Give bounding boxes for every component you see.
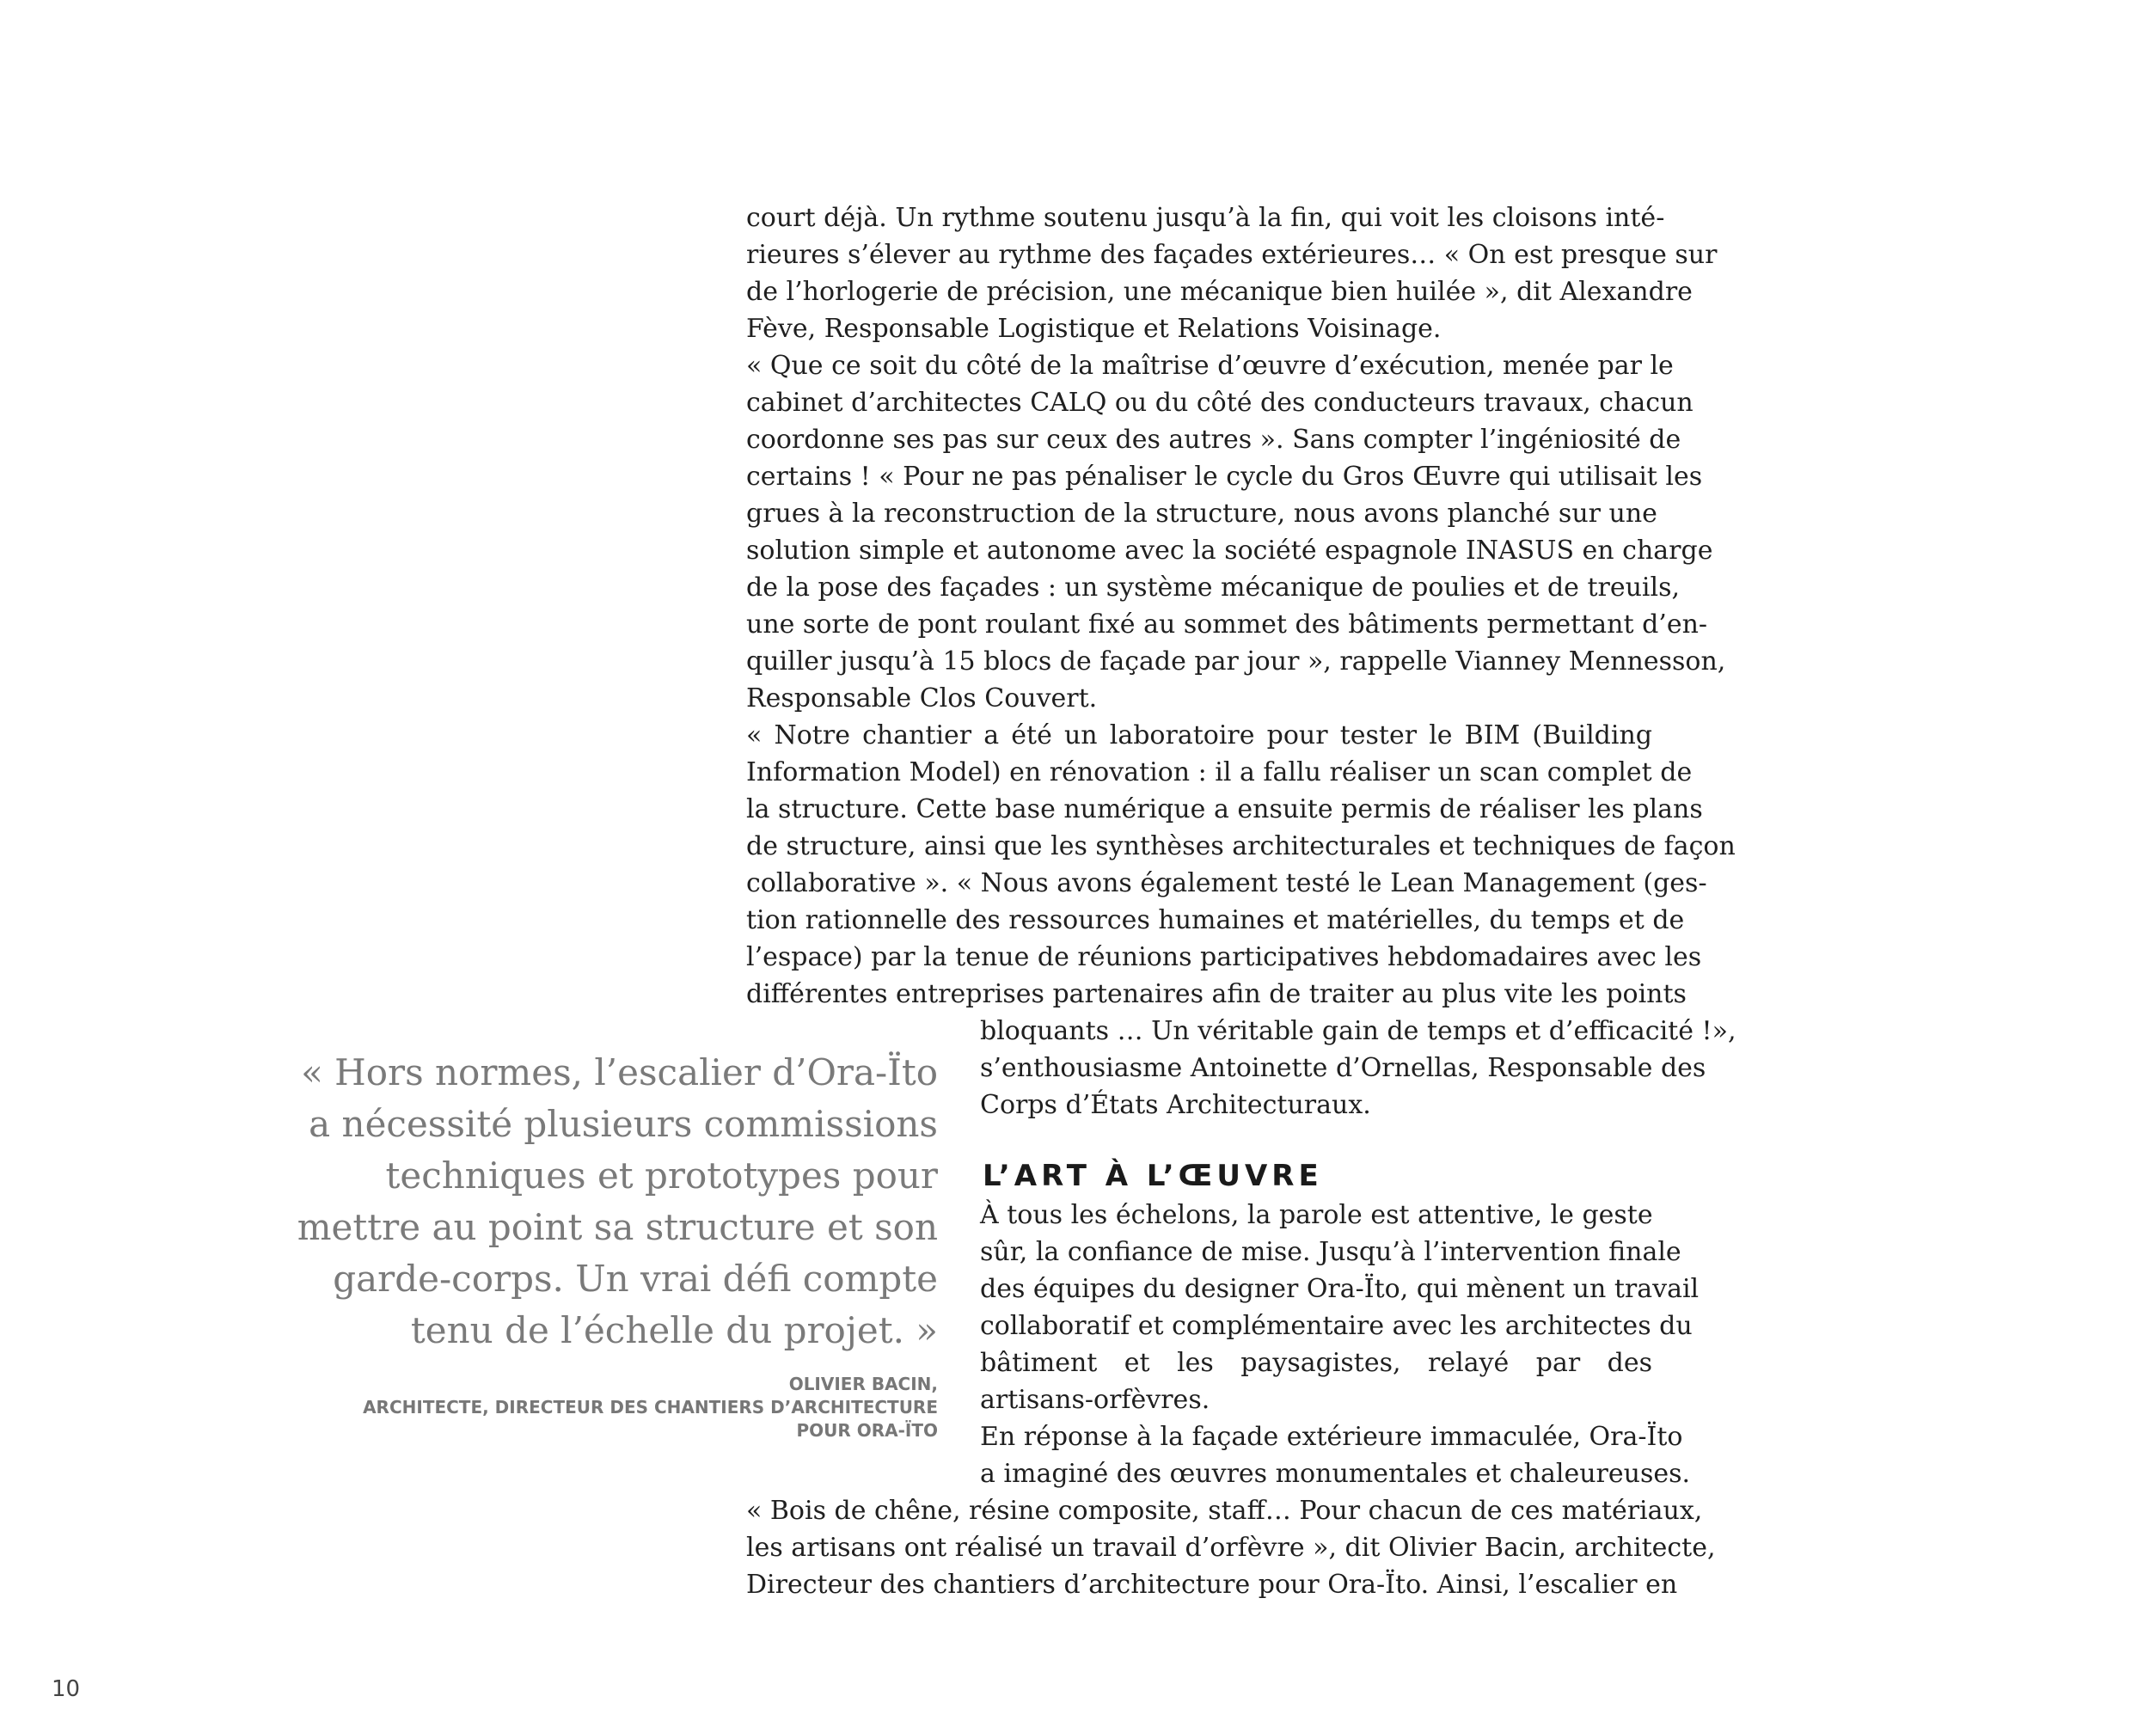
- body-line: la structure. Cette base numérique a ensuite permis de réaliser les plans: [746, 794, 1703, 824]
- body-line: solution simple et autonome avec la société espagnole INASUS en charge: [746, 536, 1713, 566]
- body-line: À tous les échelons, la parole est attentive, le geste: [980, 1200, 1653, 1230]
- body-line: de l’horlogerie de précision, une mécanique bien huilée », dit Alexandre: [746, 277, 1693, 307]
- pull-quote-line: techniques et prototypes pour: [385, 1154, 938, 1197]
- body-line: Corps d’États Architecturaux.: [980, 1090, 1371, 1120]
- body-line: quiller jusqu’à 15 blocs de façade par jour », rappelle Vianney Mennesson,: [746, 646, 1726, 677]
- body-line: rieures s’élever au rythme des façades extérieures… « On est presque sur: [746, 240, 1718, 270]
- body-line: bloquants … Un véritable gain de temps et d’efficacité !»,: [980, 1016, 1736, 1046]
- body-line: coordonne ses pas sur ceux des autres ». Sans compter l’ingéniosité de: [746, 425, 1681, 455]
- body-line: sûr, la confiance de mise. Jusqu’à l’intervention finale: [980, 1237, 1681, 1267]
- body-line: Information Model) en rénovation : il a fallu réaliser un scan complet de: [746, 757, 1693, 787]
- body-line: artisans-orfèvres.: [980, 1385, 1210, 1415]
- body-line: certains ! « Pour ne pas pénaliser le cycle du Gros Œuvre qui utilisait les: [746, 462, 1703, 492]
- body-line: Responsable Clos Couvert.: [746, 683, 1098, 713]
- body-line: différentes entreprises partenaires afin de traiter au plus vite les points: [746, 979, 1687, 1009]
- body-line: Fève, Responsable Logistique et Relations Voisinage.: [746, 314, 1442, 344]
- body-line: court déjà. Un rythme soutenu jusqu’à la fin, qui voit les cloisons inté-: [746, 203, 1665, 233]
- body-line: En réponse à la façade extérieure immaculée, Ora-Ïto: [980, 1422, 1683, 1452]
- pull-quote-line: tenu de l’échelle du projet. »: [410, 1309, 938, 1351]
- attribution-line: POUR ORA-ÏTO: [796, 1420, 938, 1441]
- section-heading: L’ART À L’ŒUVRE: [983, 1159, 1323, 1193]
- body-line: les artisans ont réalisé un travail d’orfèvre », dit Olivier Bacin, architecte,: [746, 1533, 1716, 1563]
- body-line: Directeur des chantiers d’architecture pour Ora-Ïto. Ainsi, l’escalier en: [746, 1570, 1678, 1600]
- pull-quote-line: mettre au point sa structure et son: [297, 1206, 938, 1248]
- body-line: tion rationnelle des ressources humaines et matérielles, du temps et de: [746, 905, 1685, 935]
- body-line: bâtiment et les paysagistes, relayé par des: [980, 1348, 1652, 1378]
- body-line: « Que ce soit du côté de la maîtrise d’œuvre d’exécution, menée par le: [746, 351, 1674, 381]
- attribution-line: ARCHITECTE, DIRECTEUR DES CHANTIERS D’ARCHITECTURE: [363, 1397, 938, 1418]
- body-line: collaborative ». « Nous avons également testé le Lean Management (ges-: [746, 868, 1707, 898]
- page-number: 10: [52, 1676, 81, 1702]
- body-line: a imaginé des œuvres monumentales et chaleureuses.: [980, 1459, 1691, 1489]
- body-line: « Bois de chêne, résine composite, staff… Pour chacun de ces matériaux,: [746, 1496, 1703, 1526]
- pull-quote-line: a nécessité plusieurs commissions: [309, 1103, 938, 1145]
- pull-quote-line: « Hors normes, l’escalier d’Ora-Ïto: [301, 1051, 938, 1093]
- body-line: des équipes du designer Ora-Ïto, qui mènent un travail: [980, 1274, 1700, 1304]
- body-line: de structure, ainsi que les synthèses architecturales et techniques de façon: [746, 831, 1736, 861]
- body-line: de la pose des façades : un système mécanique de poulies et de treuils,: [746, 573, 1681, 603]
- attribution-line: OLIVIER BACIN,: [788, 1374, 938, 1394]
- body-line: « Notre chantier a été un laboratoire pour tester le BIM (Building: [746, 720, 1652, 750]
- body-line: l’espace) par la tenue de réunions participatives hebdomadaires avec les: [746, 942, 1702, 972]
- body-line: collaboratif et complémentaire avec les architectes du: [980, 1311, 1693, 1341]
- body-line: une sorte de pont roulant fixé au sommet des bâtiments permettant d’en-: [746, 609, 1708, 640]
- body-line: s’enthousiasme Antoinette d’Ornellas, Responsable des: [980, 1053, 1706, 1083]
- pull-quote-line: garde-corps. Un vrai défi compte: [333, 1258, 938, 1300]
- body-line: grues à la reconstruction de la structure, nous avons planché sur une: [746, 499, 1657, 529]
- body-line: cabinet d’architectes CALQ ou du côté des conducteurs travaux, chacun: [746, 388, 1694, 418]
